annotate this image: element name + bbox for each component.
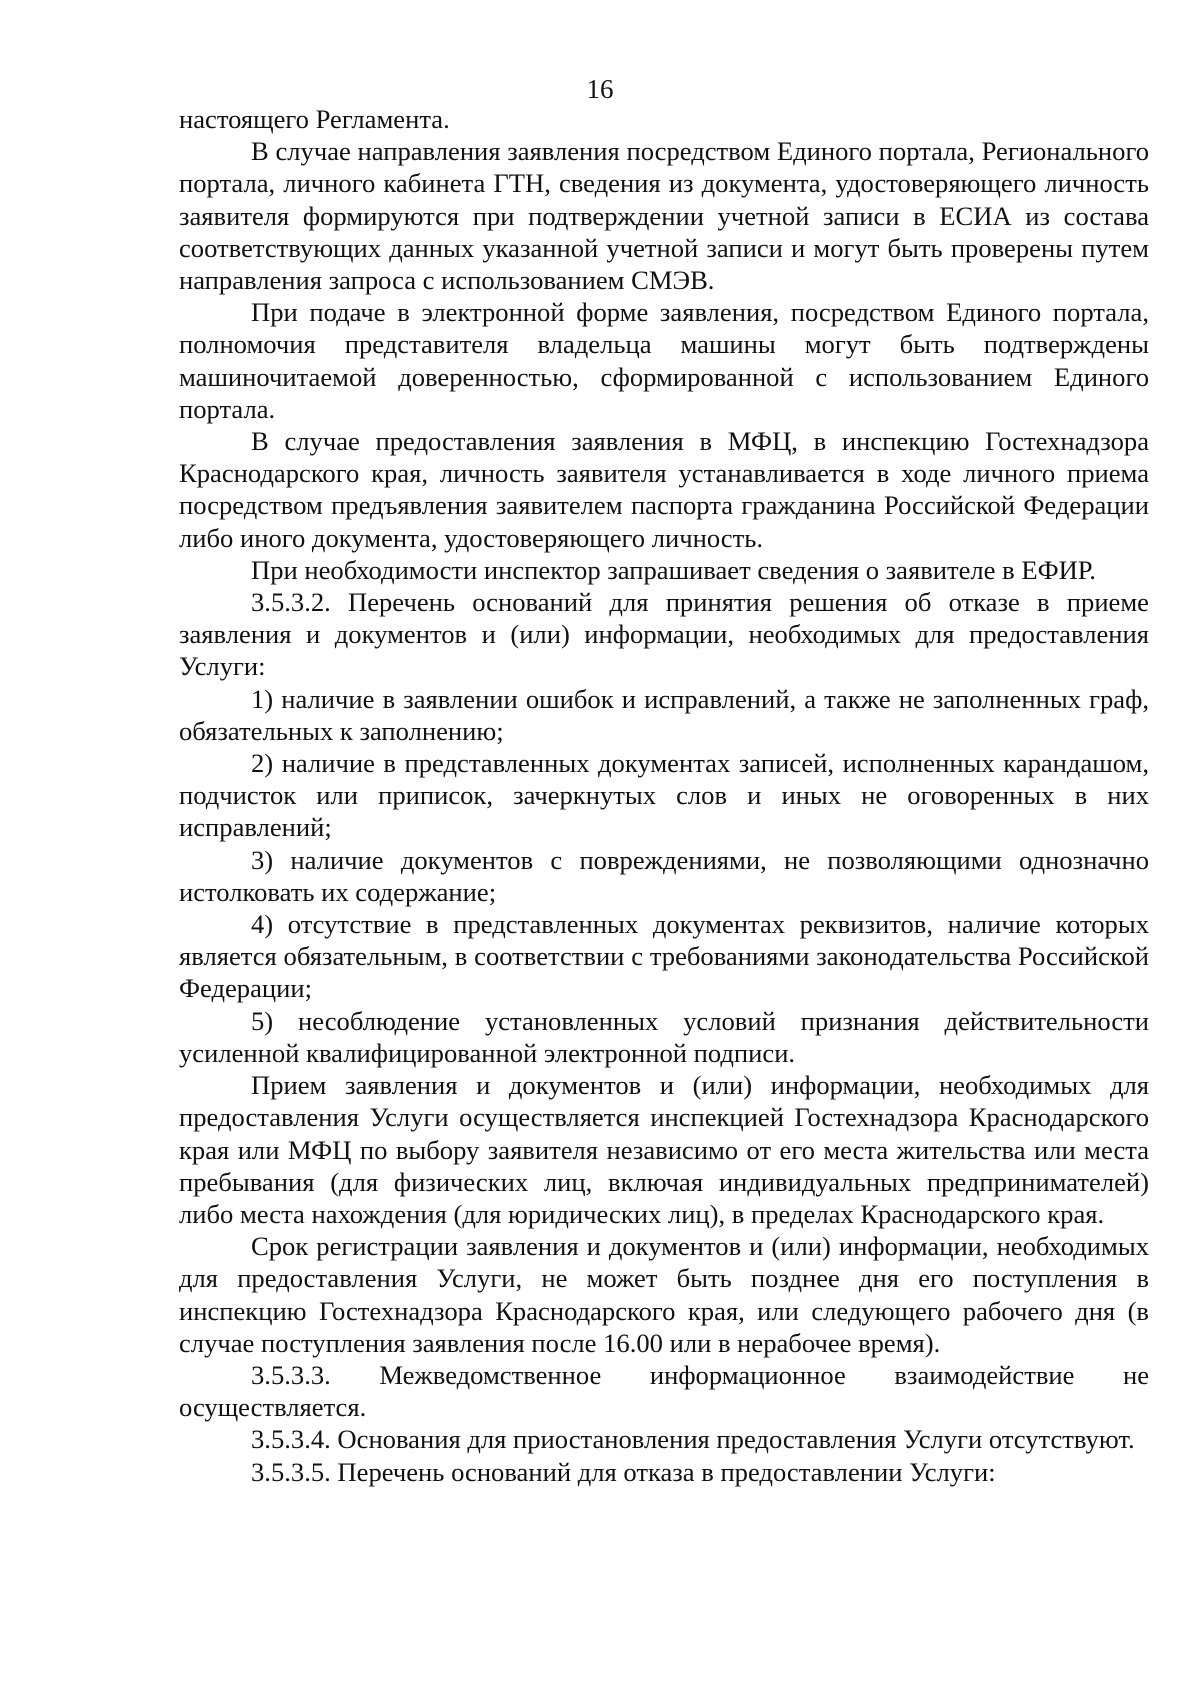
list-item-1: 1) наличие в заявлении ошибок и исправлений, а также не заполненных граф, обязательных к заполнению; xyxy=(179,683,1149,746)
document-body xyxy=(179,103,1149,1488)
page-number: 16 xyxy=(586,74,614,104)
paragraph-mfc-submission: В случае предоставления заявления в МФЦ, в инспекцию Гостехнадзора Краснодарского края, личность заявителя устанавливается в ходе личного приема посредством предъявления заявителем паспорта гражданина Российской Федерации либо иного документа, удостоверяющего личность. xyxy=(179,426,1149,553)
list-item-2: 2) наличие в представленных документах записей, исполненных карандашом, подчисток или приписок, зачеркнутых слов и иных не оговоренных в них исправлений; xyxy=(179,748,1149,843)
list-item-4: 4) отсутствие в представленных документах реквизитов, наличие которых является обязательным, в соответствии с требованиями законодательства Российской Федерации; xyxy=(179,909,1149,1004)
paragraph-efir-request: При необходимости инспектор запрашивает сведения о заявителе в ЕФИР. xyxy=(251,554,1096,585)
paragraph-electronic-submission: При подаче в электронной форме заявления, посредством Единого портала, полномочия представителя владельца машины могут быть подтверждены машиночитаемой доверенностью, сформированной с использованием Единого портала. xyxy=(179,297,1149,424)
list-item-3: 3) наличие документов с повреждениями, не позволяющими однозначно истолковать их содержание; xyxy=(179,844,1149,907)
section-3-5-3-3: 3.5.3.3. Межведомственное информационное взаимодействие не осуществляется. xyxy=(179,1359,1149,1423)
paragraph-reception: Прием заявления и документов и (или) информации, необходимых для предоставления Услуги осуществляется инспекцией Гостехнадзора Краснодарского края или МФЦ по выбору заявителя независимо от его места жительства или места пребывания (для физических лиц, включая индивидуальных предпринимателей) либо места нахождения (для юридических лиц), в пределах Краснодарского края. xyxy=(179,1070,1149,1229)
paragraph-registration-term: Срок регистрации заявления и документов и (или) информации, необходимых для предоставления Услуги, не может быть позднее дня его поступления в инспекцию Гостехнадзора Краснодарского края, или следующего рабочего дня (в случае поступления заявления после 16.00 или в нерабочее время). xyxy=(179,1231,1149,1358)
section-3-5-3-2: 3.5.3.2. Перечень оснований для принятия решения об отказе в приеме заявления и документов и (или) информации, необходимых для предоставления Услуги: xyxy=(179,587,1149,682)
paragraph-portal-application: В случае направления заявления посредством Единого портала, Регионального портала, личного кабинета ГТН, сведения из документа, удостоверяющего личность заявителя формируются при подтверждении учетной записи в ЕСИА из состава соответствующих данных указанной учетной записи и могут быть проверены путем направления запроса с использованием СМЭВ. xyxy=(179,136,1149,296)
list-item-5: 5) несоблюдение установленных условий признания действительности усиленной квалифицированной электронной подписи. xyxy=(179,1005,1149,1068)
section-3-5-3-5: 3.5.3.5. Перечень оснований для отказа в предоставлении Услуги: xyxy=(251,1456,996,1487)
paragraph-continuation: настоящего Регламента. xyxy=(179,104,450,134)
section-3-5-3-4: 3.5.3.4. Основания для приостановления предоставления Услуги отсутствуют. xyxy=(251,1424,1135,1455)
